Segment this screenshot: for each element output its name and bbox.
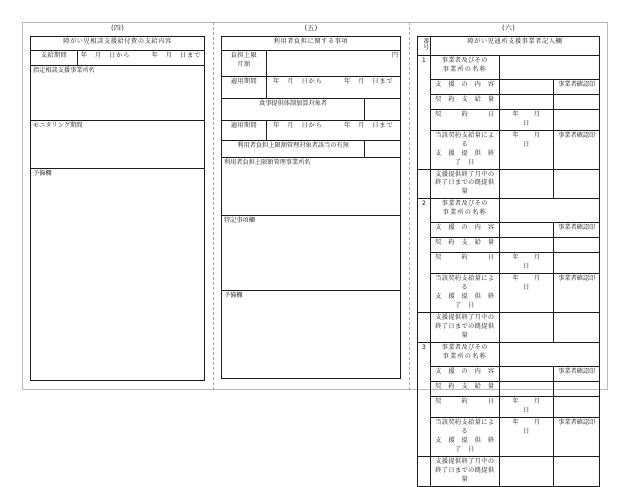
cap-management-target-value[interactable] <box>365 141 401 158</box>
reserve-field[interactable]: 予備欄 <box>31 169 205 381</box>
provider-seal-cell-1[interactable] <box>554 238 600 253</box>
table-row <box>222 141 401 158</box>
table-row <box>222 121 401 141</box>
provider-name-label-line2: 事業所の名称 <box>442 353 487 361</box>
table-row <box>418 238 600 253</box>
already-provided-label-line2: 終了日までの既提供量 <box>435 467 495 484</box>
provider-name-label-line2: 事業所の名称 <box>442 209 487 217</box>
panel-six-title: 障がい児通所支援事業者記入欄 <box>430 37 599 56</box>
provider-name-label <box>430 343 499 367</box>
contract-date-label: 契 約 日 <box>430 253 499 274</box>
provider-seal-label-2: 事業者確認印 <box>554 130 600 169</box>
contract-date-value[interactable]: 年 月 日 <box>499 253 554 274</box>
row-number-header <box>418 37 431 56</box>
table-row <box>418 79 600 94</box>
burden-cap-label-line2: 月額 <box>237 60 251 68</box>
provider-name-label <box>430 199 499 223</box>
provider-name-value[interactable] <box>499 55 599 79</box>
provider-name-label <box>430 55 499 79</box>
table-row <box>222 99 401 121</box>
support-content-label: 支 援 の 内 容 <box>430 223 499 238</box>
already-provided-label <box>430 457 499 487</box>
row-number-spacer <box>418 169 431 199</box>
table-row <box>222 77 401 99</box>
panel-six-number: (六) <box>501 24 516 32</box>
provider-name-label-line2: 事業所の名称 <box>442 65 487 73</box>
already-provided-label-line1: 支援提供終了月中の <box>435 314 495 322</box>
contract-amount-value[interactable] <box>499 382 554 397</box>
already-provided-seal-cell[interactable] <box>554 457 600 487</box>
panel-five-table <box>221 36 401 379</box>
provider-seal-label-1: 事業者確認印 <box>554 367 600 382</box>
row-number-cell: 3 <box>418 343 431 457</box>
support-end-label-line1: 当該契約支給量による <box>435 419 495 436</box>
table-row <box>31 121 205 169</box>
provider-name-label-line1: 事業者及びその <box>441 344 488 352</box>
provider-seal-label-1: 事業者確認印 <box>554 223 600 238</box>
panel-five-number: (五) <box>304 24 318 32</box>
applicable-period-label-1: 適用期間 <box>222 77 267 99</box>
table-row <box>418 457 600 487</box>
benefit-period-label: 支給期間 <box>31 51 78 66</box>
panel-five <box>213 22 409 390</box>
table-row <box>222 51 401 77</box>
provider-seal-cell-1[interactable] <box>554 382 600 397</box>
row-number-spacer <box>418 457 431 487</box>
meal-provision-value[interactable] <box>365 99 401 121</box>
table-row <box>31 37 205 51</box>
contract-date-seal-cell[interactable] <box>554 109 600 130</box>
remarks-field[interactable]: 特記事項欄 <box>222 216 401 291</box>
provider-name-value[interactable] <box>499 199 599 223</box>
support-end-label-line2: 支 援 提 供 終 了 日 <box>435 293 502 310</box>
support-end-label-line2: 支 援 提 供 終 了 日 <box>435 437 502 454</box>
table-row <box>31 66 205 121</box>
designated-office-field[interactable]: 指定相談支援事業所名 <box>31 66 205 121</box>
table-row <box>418 94 600 109</box>
contract-date-value[interactable]: 年 月 日 <box>499 397 554 418</box>
panel-four-number: (四) <box>110 24 125 32</box>
contract-date-label: 契 約 日 <box>430 109 499 130</box>
burden-cap-label <box>222 51 267 77</box>
applicable-period-value-2[interactable]: 年 月 日から 年 月 日まで <box>266 121 400 141</box>
burden-cap-value[interactable] <box>266 51 400 77</box>
provider-seal-cell-1[interactable] <box>554 94 600 109</box>
support-content-label: 支 援 の 内 容 <box>430 79 499 94</box>
table-row <box>418 313 600 343</box>
already-provided-label <box>430 313 499 343</box>
cap-management-office-field[interactable]: 利用者負担上限額管理事業所名 <box>222 158 401 216</box>
support-end-label <box>430 274 502 313</box>
panel-six <box>409 22 608 484</box>
contract-date-seal-cell[interactable] <box>554 253 600 274</box>
table-row <box>418 55 600 79</box>
panel-four-title: 障がい児相談支援給付費の支給内容 <box>31 37 205 51</box>
panel-five-title: 利用者負担に関する事項 <box>222 37 401 51</box>
contract-date-label: 契 約 日 <box>430 397 499 418</box>
provider-seal-label-1: 事業者確認印 <box>554 79 600 94</box>
applicable-period-value-1[interactable]: 年 月 日から 年 月 日まで <box>266 77 400 99</box>
table-row <box>31 51 205 66</box>
panel-four-table <box>30 36 205 381</box>
table-row <box>418 253 600 274</box>
panel-five-reserve-field[interactable]: 予備欄 <box>222 291 401 379</box>
contract-amount-value[interactable] <box>499 238 554 253</box>
support-end-label <box>430 418 502 457</box>
table-row <box>418 109 600 130</box>
applicable-period-label-2: 適用期間 <box>222 121 267 141</box>
table-row <box>418 199 600 223</box>
provider-name-label-line1: 事業者及びその <box>441 56 488 64</box>
table-row <box>418 274 600 313</box>
row-number-spacer <box>418 313 431 343</box>
monitoring-period-field[interactable]: モニタリング期間 <box>31 121 205 169</box>
table-row <box>418 367 600 382</box>
contract-amount-label: 契 約 支 給 量 <box>430 382 499 397</box>
support-end-label-line1: 当該契約支給量による <box>435 131 495 148</box>
provider-seal-label-2: 事業者確認印 <box>554 274 600 313</box>
support-end-value[interactable]: 年 月 日 <box>499 274 554 313</box>
burden-cap-unit: 円 <box>391 52 398 59</box>
table-row <box>418 382 600 397</box>
provider-name-label-line1: 事業者及びその <box>441 200 488 208</box>
cap-management-target-label: 利用者負担上限額管理対象者該当の有無 <box>222 141 365 158</box>
support-content-value[interactable] <box>499 79 554 94</box>
row-number-cell: 1 <box>418 55 431 169</box>
table-row <box>418 130 600 169</box>
already-provided-seal-cell[interactable] <box>554 313 600 343</box>
already-provided-label-line1: 支援提供終了月中の <box>435 170 495 178</box>
table-row <box>418 418 600 457</box>
panel-six-table <box>417 36 600 487</box>
table-row <box>418 343 600 367</box>
row-number-cell: 2 <box>418 199 431 313</box>
provider-name-value[interactable] <box>499 343 599 367</box>
support-end-label-line2: 支 援 提 供 終 了 日 <box>435 149 502 166</box>
provider-seal-label-2: 事業者確認印 <box>554 418 600 457</box>
already-provided-value[interactable] <box>499 457 554 487</box>
already-provided-value[interactable] <box>499 169 554 199</box>
benefit-period-value[interactable]: 年 月 日から 年 月 日まで <box>77 51 204 66</box>
table-row <box>222 158 401 216</box>
contract-amount-label: 契 約 支 給 量 <box>430 94 499 109</box>
table-row <box>222 37 401 51</box>
already-provided-label <box>430 169 499 199</box>
row-number-header-label: 番号 <box>421 38 428 50</box>
table-row <box>222 216 401 291</box>
already-provided-label-line2: 終了日までの既提供量 <box>435 179 495 196</box>
burden-cap-label-line1: 負担上限 <box>230 52 258 59</box>
table-row <box>418 397 600 418</box>
support-end-value[interactable]: 年 月 日 <box>499 418 554 457</box>
contract-date-seal-cell[interactable] <box>554 397 600 418</box>
meal-provision-label: 食事提供体制加算対象者 <box>222 99 365 121</box>
table-row <box>31 169 205 381</box>
already-provided-value[interactable] <box>499 313 554 343</box>
already-provided-label-line1: 支援提供終了月中の <box>435 458 495 466</box>
support-content-label: 支 援 の 内 容 <box>430 367 499 382</box>
table-row <box>418 169 600 199</box>
support-end-value[interactable]: 年 月 日 <box>499 130 554 169</box>
contract-amount-value[interactable] <box>499 94 554 109</box>
contract-date-value[interactable]: 年 月 日 <box>499 109 554 130</box>
support-content-value[interactable] <box>499 223 554 238</box>
support-end-label-line1: 当該契約支給量による <box>435 275 495 292</box>
table-row <box>222 291 401 379</box>
contract-amount-label: 契 約 支 給 量 <box>430 238 499 253</box>
support-end-label <box>430 130 502 169</box>
already-provided-label-line2: 終了日までの既提供量 <box>435 323 495 340</box>
already-provided-seal-cell[interactable] <box>554 169 600 199</box>
panel-four <box>22 22 213 390</box>
table-row <box>418 37 600 56</box>
support-content-value[interactable] <box>499 367 554 382</box>
table-row <box>418 223 600 238</box>
